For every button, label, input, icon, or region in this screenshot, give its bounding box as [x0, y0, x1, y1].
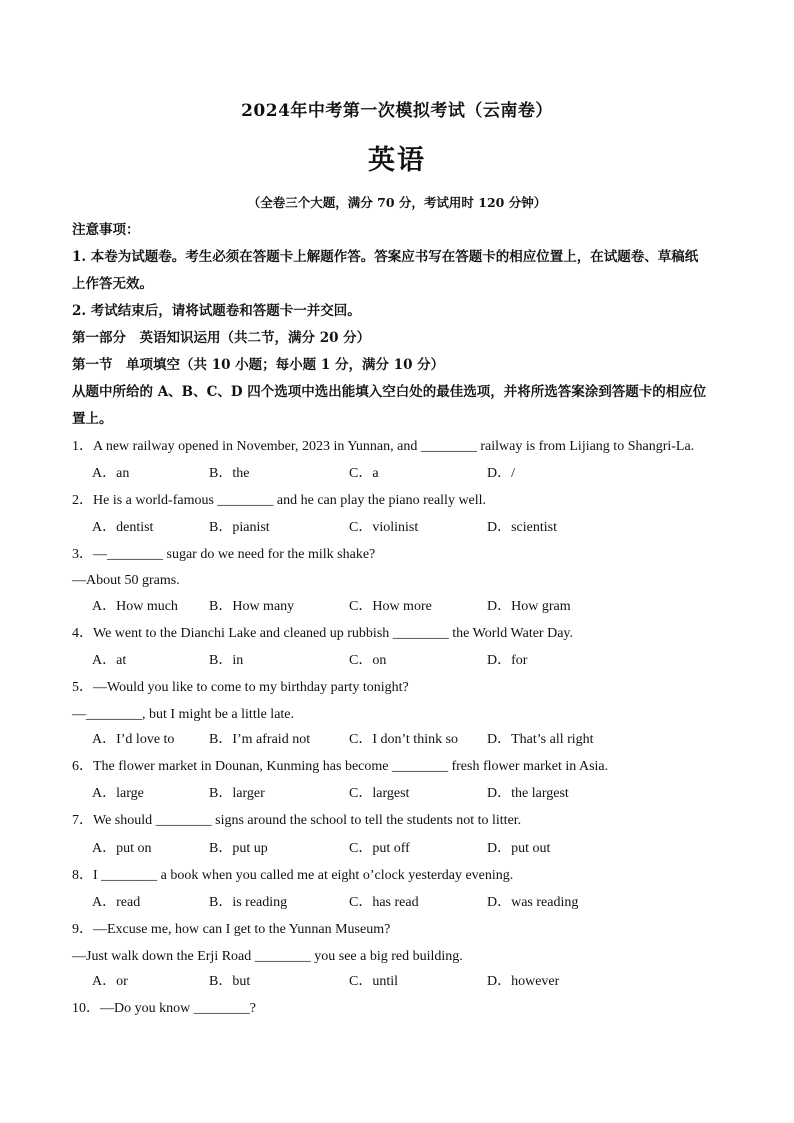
question-5-option-c[interactable]: C．I don’t think so: [349, 732, 459, 747]
question-8-option-b[interactable]: B．is reading: [209, 895, 288, 910]
question-2-option-b[interactable]: B．pianist: [209, 520, 270, 535]
question-8-option-c[interactable]: C．has read: [349, 895, 419, 910]
subject-title: 英语: [368, 145, 426, 176]
question-3-option-a[interactable]: A．How much: [92, 599, 178, 614]
question-3-option-d[interactable]: D．How gram: [487, 599, 571, 614]
question-6-stem: 6．The flower market in Dounan, Kunming has become ________ fresh flower market in Asia.: [72, 759, 609, 774]
question-4-option-d[interactable]: D．for: [487, 653, 528, 668]
question-2-stem: 2．He is a world-famous ________ and he can play the piano really well.: [72, 493, 487, 508]
question-9-option-c[interactable]: C．until: [349, 974, 399, 989]
question-1-stem: 1．A new railway opened in November, 2023 in Yunnan, and ________ railway is from Lijiang to Shangri-La.: [72, 439, 695, 454]
question-6-option-c[interactable]: C．largest: [349, 786, 410, 801]
question-6-option-b[interactable]: B．larger: [209, 786, 265, 801]
question-9-option-b[interactable]: B．but: [209, 974, 251, 989]
question-4-option-a[interactable]: A．at: [92, 653, 127, 668]
question-2-option-d[interactable]: D．scientist: [487, 520, 557, 535]
question-7-option-a[interactable]: A．put on: [92, 841, 152, 856]
question-5-option-a[interactable]: A．I’d love to: [92, 732, 175, 747]
instruction-2: 2. 考试结束后，请将试题卷和答题卡一并交回。: [72, 303, 361, 319]
instruction-1-line-2: 上作答无效。: [72, 276, 153, 292]
section-heading: 第一节 单项填空（共 10 小题；每小题 1 分，满分 10 分）: [72, 357, 445, 373]
question-6-option-d[interactable]: D．the largest: [487, 786, 569, 801]
question-9-stem: 9．—Excuse me, how can I get to the Yunnan Museum?: [72, 922, 391, 937]
exam-note: （全卷三个大题，满分 70 分，考试用时 120 分钟）: [247, 195, 547, 210]
instruction-1-line-1: 1. 本卷为试题卷。考生必须在答题卡上解题作答。答案应书写在答题卡的相应位置上，在试题卷、草稿纸: [72, 249, 699, 265]
directions-line-2: 置上。: [72, 411, 113, 427]
question-3-stem-reply: —About 50 grams.: [72, 573, 180, 588]
question-4-option-c[interactable]: C．on: [349, 653, 387, 668]
question-5-option-d[interactable]: D．That’s all right: [487, 732, 594, 747]
exam-title: 2024年中考第一次模拟考试（云南卷）: [241, 101, 553, 121]
question-1-option-c[interactable]: C．a: [349, 466, 379, 481]
question-7-option-d[interactable]: D．put out: [487, 841, 551, 856]
question-8-option-a[interactable]: A．read: [92, 895, 141, 910]
instructions-heading: 注意事项：: [72, 222, 140, 238]
question-8-option-d[interactable]: D．was reading: [487, 895, 579, 910]
question-8-stem: 8．I ________ a book when you called me at eight o’clock yesterday evening.: [72, 868, 514, 883]
question-5-option-b[interactable]: B．I’m afraid not: [209, 732, 311, 747]
directions-line-1: 从题中所给的 A、B、C、D 四个选项中选出能填入空白处的最佳选项，并将所选答案涂到答题卡的相应位: [72, 384, 707, 400]
question-1-option-d[interactable]: D．/: [487, 466, 515, 481]
question-10-stem: 10．—Do you know ________?: [72, 1001, 256, 1016]
part-heading: 第一部分 英语知识运用（共二节，满分 20 分）: [72, 330, 371, 346]
question-4-option-b[interactable]: B．in: [209, 653, 244, 668]
question-7-stem: 7．We should ________ signs around the school to tell the students not to litter.: [72, 813, 522, 828]
question-5-stem-reply: —________, but I might be a little late.: [72, 707, 295, 722]
question-9-stem-reply: —Just walk down the Erji Road ________ you see a big red building.: [72, 949, 463, 964]
question-7-option-b[interactable]: B．put up: [209, 841, 268, 856]
question-3-stem: 3．—________ sugar do we need for the milk shake?: [72, 547, 376, 562]
question-7-option-c[interactable]: C．put off: [349, 841, 410, 856]
question-3-option-b[interactable]: B．How many: [209, 599, 295, 614]
question-4-stem: 4．We went to the Dianchi Lake and cleaned up rubbish ________ the World Water Day.: [72, 626, 573, 641]
question-2-option-c[interactable]: C．violinist: [349, 520, 419, 535]
question-2-option-a[interactable]: A．dentist: [92, 520, 154, 535]
question-9-option-a[interactable]: A．or: [92, 974, 128, 989]
question-5-stem: 5．—Would you like to come to my birthday party tonight?: [72, 680, 409, 695]
question-3-option-c[interactable]: C．How more: [349, 599, 432, 614]
question-1-option-a[interactable]: A．an: [92, 466, 130, 481]
question-9-option-d[interactable]: D．however: [487, 974, 560, 989]
question-6-option-a[interactable]: A．large: [92, 786, 144, 801]
question-1-option-b[interactable]: B．the: [209, 466, 250, 481]
